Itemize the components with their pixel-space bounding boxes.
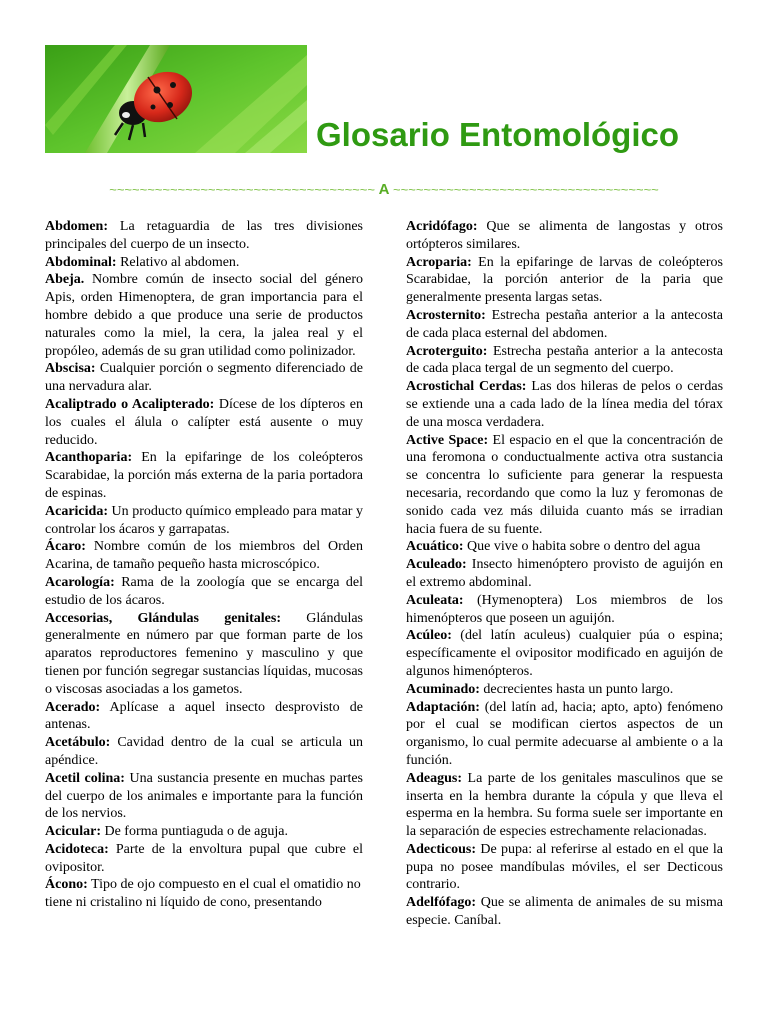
glossary-entry (45, 271, 363, 360)
glossary-entry (45, 449, 363, 502)
entry-term: Acroparia: (406, 254, 472, 270)
glossary-entry (406, 592, 723, 628)
glossary-entry (406, 432, 723, 539)
entry-term: Abdomen: (45, 219, 109, 234)
entry-term: Acanthoparia: (45, 450, 133, 466)
entry-definition: Aplícase a aquel insecto desprovisto de antenas. (45, 699, 363, 733)
entry-definition: Cualquier porción o segmento diferenciado de una nervadura alar. (45, 361, 363, 395)
entry-definition: En la epifaringe de larvas de coleópteros Scarabidae, la porción anterior de la paria que generalmente presenta largas setas. (406, 254, 723, 306)
glossary-entry (406, 538, 723, 556)
glossary-entry (406, 894, 723, 930)
entry-definition: Cavidad dentro de la cual se articula un apéndice. (45, 735, 363, 768)
entry-term: Adecticous: (406, 841, 476, 857)
entry-definition: Que se alimenta de animales de su misma especie. Caníbal. (406, 895, 723, 929)
entry-definition: El espacio en el que la concentración de una feromona o conductualmente activa otra sustancia se concentra lo suficiente para generar la respuesta necesaria, recordando que como la luz y feromonas de sonido cada vez más diluida cuanto más se irradian hacia fuera de su fuente. (406, 432, 723, 537)
entry-term: Acaricida: (45, 503, 108, 519)
glossary-entry (45, 538, 363, 574)
glossary-entry (45, 823, 363, 841)
entry-term: Ácaro: (45, 539, 86, 555)
entry-term: Acarología: (45, 574, 115, 590)
entry-term: Aculeata: (406, 592, 464, 608)
glossary-entry (406, 218, 723, 254)
glossary-entry (406, 254, 723, 307)
entry-term: Acrosternito: (406, 307, 486, 323)
divider-tilde-right: ~~~~~~~~~~~~~~~~~~~~~~~~~~~~~~~~~~~ (393, 182, 659, 197)
entry-definition: En la epifaringe de los coleópteros Scarabidae, la porción más externa de la paria portadora de espinas. (45, 450, 363, 501)
entry-term: Adelfófago: (406, 895, 476, 911)
glossary-entry (45, 360, 363, 396)
glossary-entry (406, 681, 723, 699)
entry-definition: Que vive o habita sobre o dentro del agua (463, 539, 701, 555)
glossary-column-right (406, 218, 723, 930)
entry-term: Acúleo: (406, 628, 452, 644)
glossary-entry (406, 556, 723, 592)
glossary-entry (45, 610, 363, 699)
divider-tilde-left: ~~~~~~~~~~~~~~~~~~~~~~~~~~~~~~~~~~~ (109, 182, 375, 197)
entry-definition: Estrecha pestaña anterior a la antecosta de cada placa esternal del abdomen. (406, 307, 723, 341)
glossary-entry (45, 734, 363, 770)
entry-definition: (Hymenoptera) Los miembros de los himenópteros que poseen un aguijón. (406, 592, 723, 626)
glossary-entry (406, 343, 723, 379)
glossary-entry (45, 254, 363, 272)
glossary-entry (45, 218, 363, 254)
entry-term: Abdominal: (45, 254, 117, 270)
glossary-entry (45, 699, 363, 735)
entry-definition: Las dos hileras de pelos o cerdas se extiende una a cada lado de la línea media del tórax de una mosca verdadera. (406, 379, 724, 430)
entry-term: Acroterguito: (406, 343, 488, 359)
page-title: Glosario Entomológico (316, 116, 680, 153)
entry-term: Adeagus: (406, 770, 463, 786)
entry-term: Acuminado: (406, 681, 480, 697)
glossary-entry (45, 876, 363, 912)
glossary-entry (45, 841, 363, 877)
entry-term: Aculeado: (406, 557, 467, 573)
entry-definition: Estrecha pestaña anterior a la antecosta de cada placa tergal de un segmento del cuerpo. (406, 343, 723, 377)
entry-term: Adaptación: (406, 699, 480, 715)
letter-divider (45, 181, 723, 199)
entry-definition: Insecto himenóptero provisto de aguijón en el extremo abdominal. (406, 557, 723, 590)
entry-term: Acerado: (45, 699, 101, 715)
glossary-column-left (45, 218, 363, 912)
entry-definition: Nombre común de los miembros del Orden Acarina, de tamaño pequeño hasta microscópico. (45, 539, 363, 573)
entry-definition: (del latín aculeus) cualquier púa o espina; específicamente el ovipositor modificado en aguijón de algunos himenópteros. (406, 628, 723, 679)
entry-term: Acaliptrado o Acalipterado: (45, 396, 215, 412)
entry-definition: (del latín ad, hacia; apto, apto) fenómeno por el cual se modifican ciertos aspectos de un organismo, lo cual permite adecuarse al ambiente o a la función. (406, 699, 723, 768)
entry-definition: Un producto químico empleado para matar y controlar los ácaros y garrapatas. (45, 503, 363, 537)
entry-definition: De forma puntiaguda o de aguja. (100, 824, 288, 840)
entry-definition: Una sustancia presente en muchas partes del cuerpo de los animales e importante para la función de los nervios. (45, 770, 363, 822)
glossary-entry (45, 503, 363, 539)
entry-term: Acrostichal Cerdas: (406, 379, 527, 395)
entry-term: Ácono: (45, 877, 88, 893)
entry-definition: Que se alimenta de langostas y otros ortópteros similares. (406, 219, 723, 252)
entry-definition: Parte de la envoltura pupal que cubre el ovipositor. (45, 841, 363, 875)
entry-definition: Glándulas generalmente en número par que forman parte de los aparatos reproductores femenino y masculino y que tienen por función segregar sustancias líquidas, mucosas o viscosas asociadas a los gametos. (45, 610, 363, 697)
entry-term: Acicular: (45, 824, 101, 840)
entry-definition: Tipo de ojo compuesto en el cual el omatidio no tiene ni cristalino ni líquido de cono, presentando (45, 877, 361, 911)
entry-definition: De pupa: al referirse al estado en el que la pupa no posee mandíbulas móviles, el ser Decticous contrario. (406, 841, 723, 893)
entry-term: Acetábulo: (45, 735, 111, 751)
entry-term: Active Space: (406, 432, 489, 448)
entry-definition: Nombre común de insecto social del género Apis, orden Himenoptera, de gran importancia para el hombre debido a que produce una serie de productos naturales como la miel, la cera, la jalea real y el propóleo, además de su gran utilidad como polinizador. (45, 272, 363, 359)
glossary-entry (406, 770, 723, 841)
entry-term: Acuático: (406, 539, 464, 555)
section-letter: A (378, 181, 390, 198)
entry-definition: La retaguardia de las tres divisiones principales del cuerpo de un insecto. (45, 219, 363, 252)
entry-term: Accesorias, Glándulas genitales: (45, 610, 281, 626)
entry-term: Abeja. (45, 272, 85, 288)
entry-definition: Relativo al abdomen. (116, 254, 240, 270)
glossary-entry (406, 378, 723, 431)
glossary-entry (406, 699, 723, 770)
ladybug-banner-image (45, 45, 307, 153)
entry-definition: Rama de la zoología que se encarga del estudio de los ácaros. (45, 574, 363, 608)
glossary-entry (406, 627, 723, 680)
entry-term: Acidoteca: (45, 841, 109, 857)
entry-term: Abscisa: (45, 361, 96, 377)
entry-definition: La parte de los genitales masculinos que se inserta en la hembra durante la cópula y que lleva el esperma en la hembra. Su forma suele ser importante en la separación de especies estrechamente relacionadas. (406, 770, 723, 840)
glossary-entry (45, 396, 363, 449)
ladybug-illustration (45, 45, 307, 153)
entry-definition: Dícese de los dípteros en los cuales el álula o calípter está ausente o muy reducido. (45, 396, 363, 448)
entry-definition: decrecientes hasta un punto largo. (479, 681, 674, 697)
entry-term: Acridófago: (406, 219, 478, 234)
glossary-entry (45, 770, 363, 823)
glossary-entry (406, 841, 723, 894)
glossary-entry (45, 574, 363, 610)
entry-term: Acetil colina: (45, 770, 125, 786)
glossary-entry (406, 307, 723, 343)
